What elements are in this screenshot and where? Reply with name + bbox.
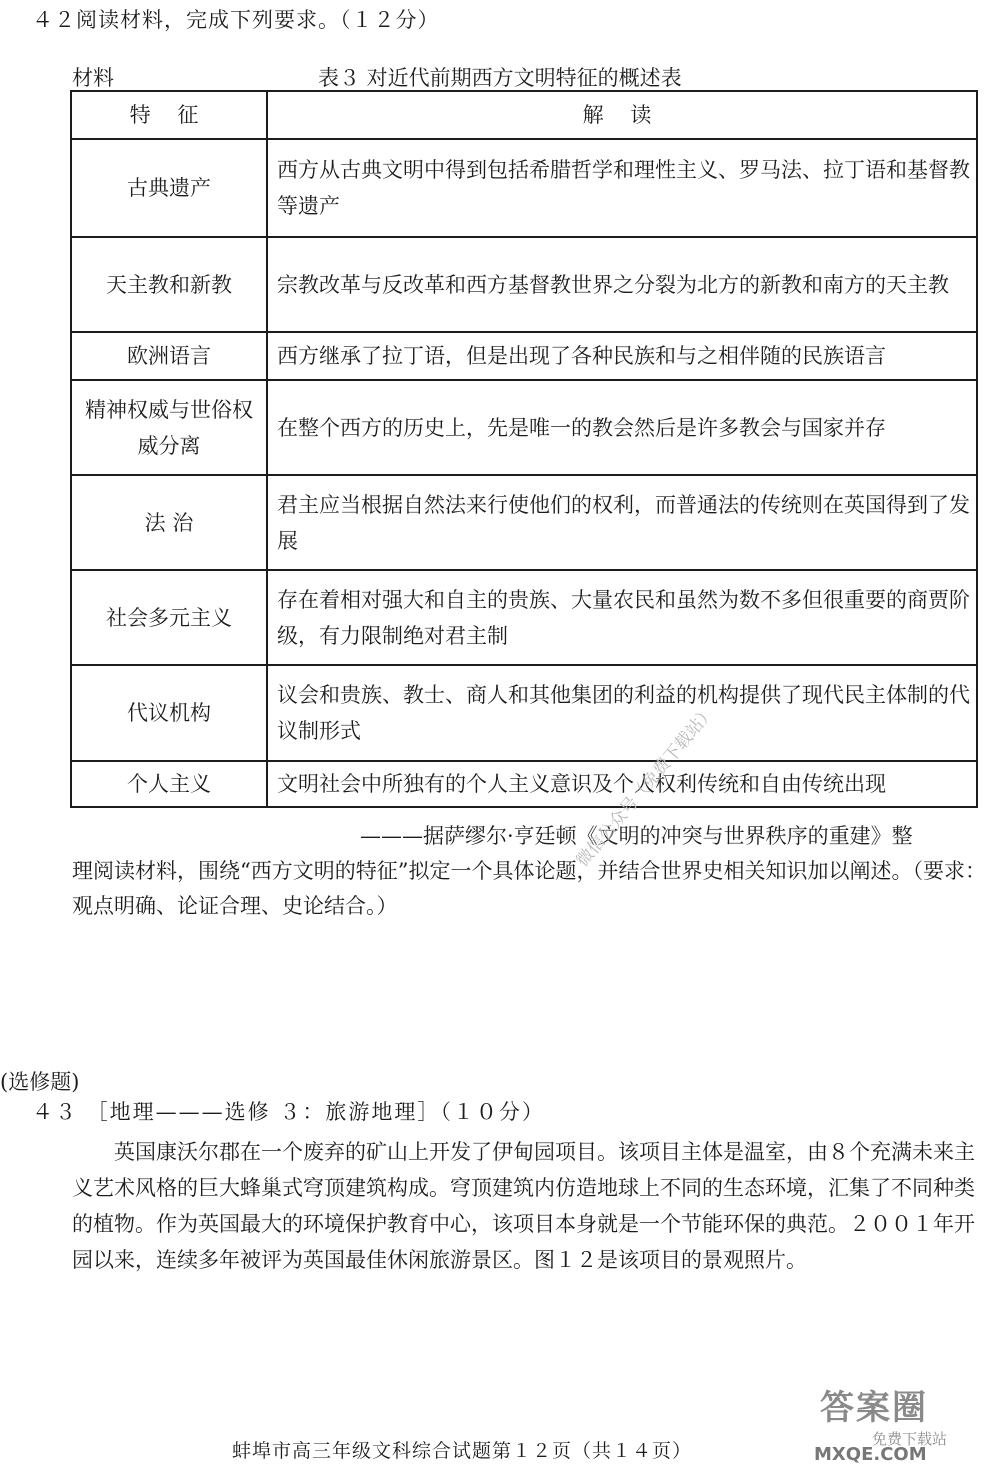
interpretation-cell: 宗教改革与反改革和西方基督教世界之分裂为北方的新教和南方的天主教 [267, 237, 977, 332]
features-table [70, 90, 978, 808]
question-43-heading: ４３ ［地理———选修 ３：旅游地理］（１０分） [32, 1100, 545, 1124]
table-row [71, 665, 977, 761]
header-interpretation: 解 读 [267, 91, 977, 139]
interpretation-cell: 议会和贵族、教士、商人和其他集团的利益的机构提供了现代民主体制的代议制形式 [267, 665, 977, 761]
material-label: 材料 [72, 66, 114, 90]
interpretation-cell: 在整个西方的历史上，先是唯一的教会然后是许多教会与国家并存 [267, 380, 977, 475]
page-footer: 蚌埠市高三年级文科综合试题第１２页（共１４页） [232, 1440, 693, 1462]
interpretation-cell: 西方从古典文明中得到包括希腊哲学和理性主义、罗马法、拉丁语和基督教等遗产 [267, 139, 977, 237]
table-row [71, 380, 977, 475]
header-feature: 特 征 [71, 91, 267, 139]
feature-cell: 古典遗产 [71, 139, 267, 237]
table-row [71, 761, 977, 807]
interpretation-cell: 君主应当根据自然法来行使他们的权利，而普通法的传统则在英国得到了发展 [267, 475, 977, 570]
logo-url-text: MXQE.COM [814, 1444, 927, 1465]
table-row [71, 237, 977, 332]
logo-main-text: 答案圈 [820, 1388, 928, 1428]
feature-cell: 个人主义 [71, 761, 267, 807]
question-42-heading: ４２阅读材料，完成下列要求。（１２分） [32, 8, 440, 32]
watermark-logo [814, 1380, 978, 1470]
feature-cell: 天主教和新教 [71, 237, 267, 332]
question-43-paragraph: 英国康沃尔郡在一个废弃的矿山上开发了伊甸园项目。该项目主体是温室，由８个充满未来主义艺术风格的巨大蜂巢式穹顶建筑构成。穹顶建筑内仿造地球上不同的生态环境，汇集了不同种类的植物。作为英国最大的环境保护教育中心，该项目本身就是一个节能环保的典范。２００１年开园以来，连续多年被评为英国最佳休闲旅游景区。图１２是该项目的景观照片。 [72, 1140, 975, 1272]
table-caption: 表３ 对近代前期西方文明特征的概述表 [318, 66, 682, 90]
source-citation: ———据萨缪尔·亨廷顿《文明的冲突与世界秩序的重建》整 [360, 824, 913, 848]
feature-cell: 社会多元主义 [71, 570, 267, 665]
table-header-row [71, 91, 977, 139]
interpretation-cell: 存在着相对强大和自主的贵族、大量农民和虽然为数不多但很重要的商贾阶级，有力限制绝对君主制 [267, 570, 977, 665]
feature-cell: 精神权威与世俗权威分离 [71, 380, 267, 475]
logo-sub-text: 免费下载站 [872, 1430, 948, 1448]
table-row [71, 139, 977, 237]
feature-cell: 欧洲语言 [71, 332, 267, 380]
table-row [71, 332, 977, 380]
elective-section-label: (选修题) [0, 1070, 80, 1094]
feature-cell: 法 治 [71, 475, 267, 570]
table-row [71, 570, 977, 665]
watermark-text: 微信公众号（免费下载站） [572, 701, 720, 871]
interpretation-cell: 西方继承了拉丁语，但是出现了各种民族和与之相伴随的民族语言 [267, 332, 977, 380]
question-42-instruction: 理阅读材料，围绕“西方文明的特征”拟定一个具体论题，并结合世界史相关知识加以阐述。（要求：观点明确、论证合理、史论结合。） [72, 859, 986, 918]
table-row [71, 475, 977, 570]
interpretation-cell: 文明社会中所独有的个人主义意识及个人权利传统和自由传统出现 [267, 761, 977, 807]
feature-cell: 代议机构 [71, 665, 267, 761]
